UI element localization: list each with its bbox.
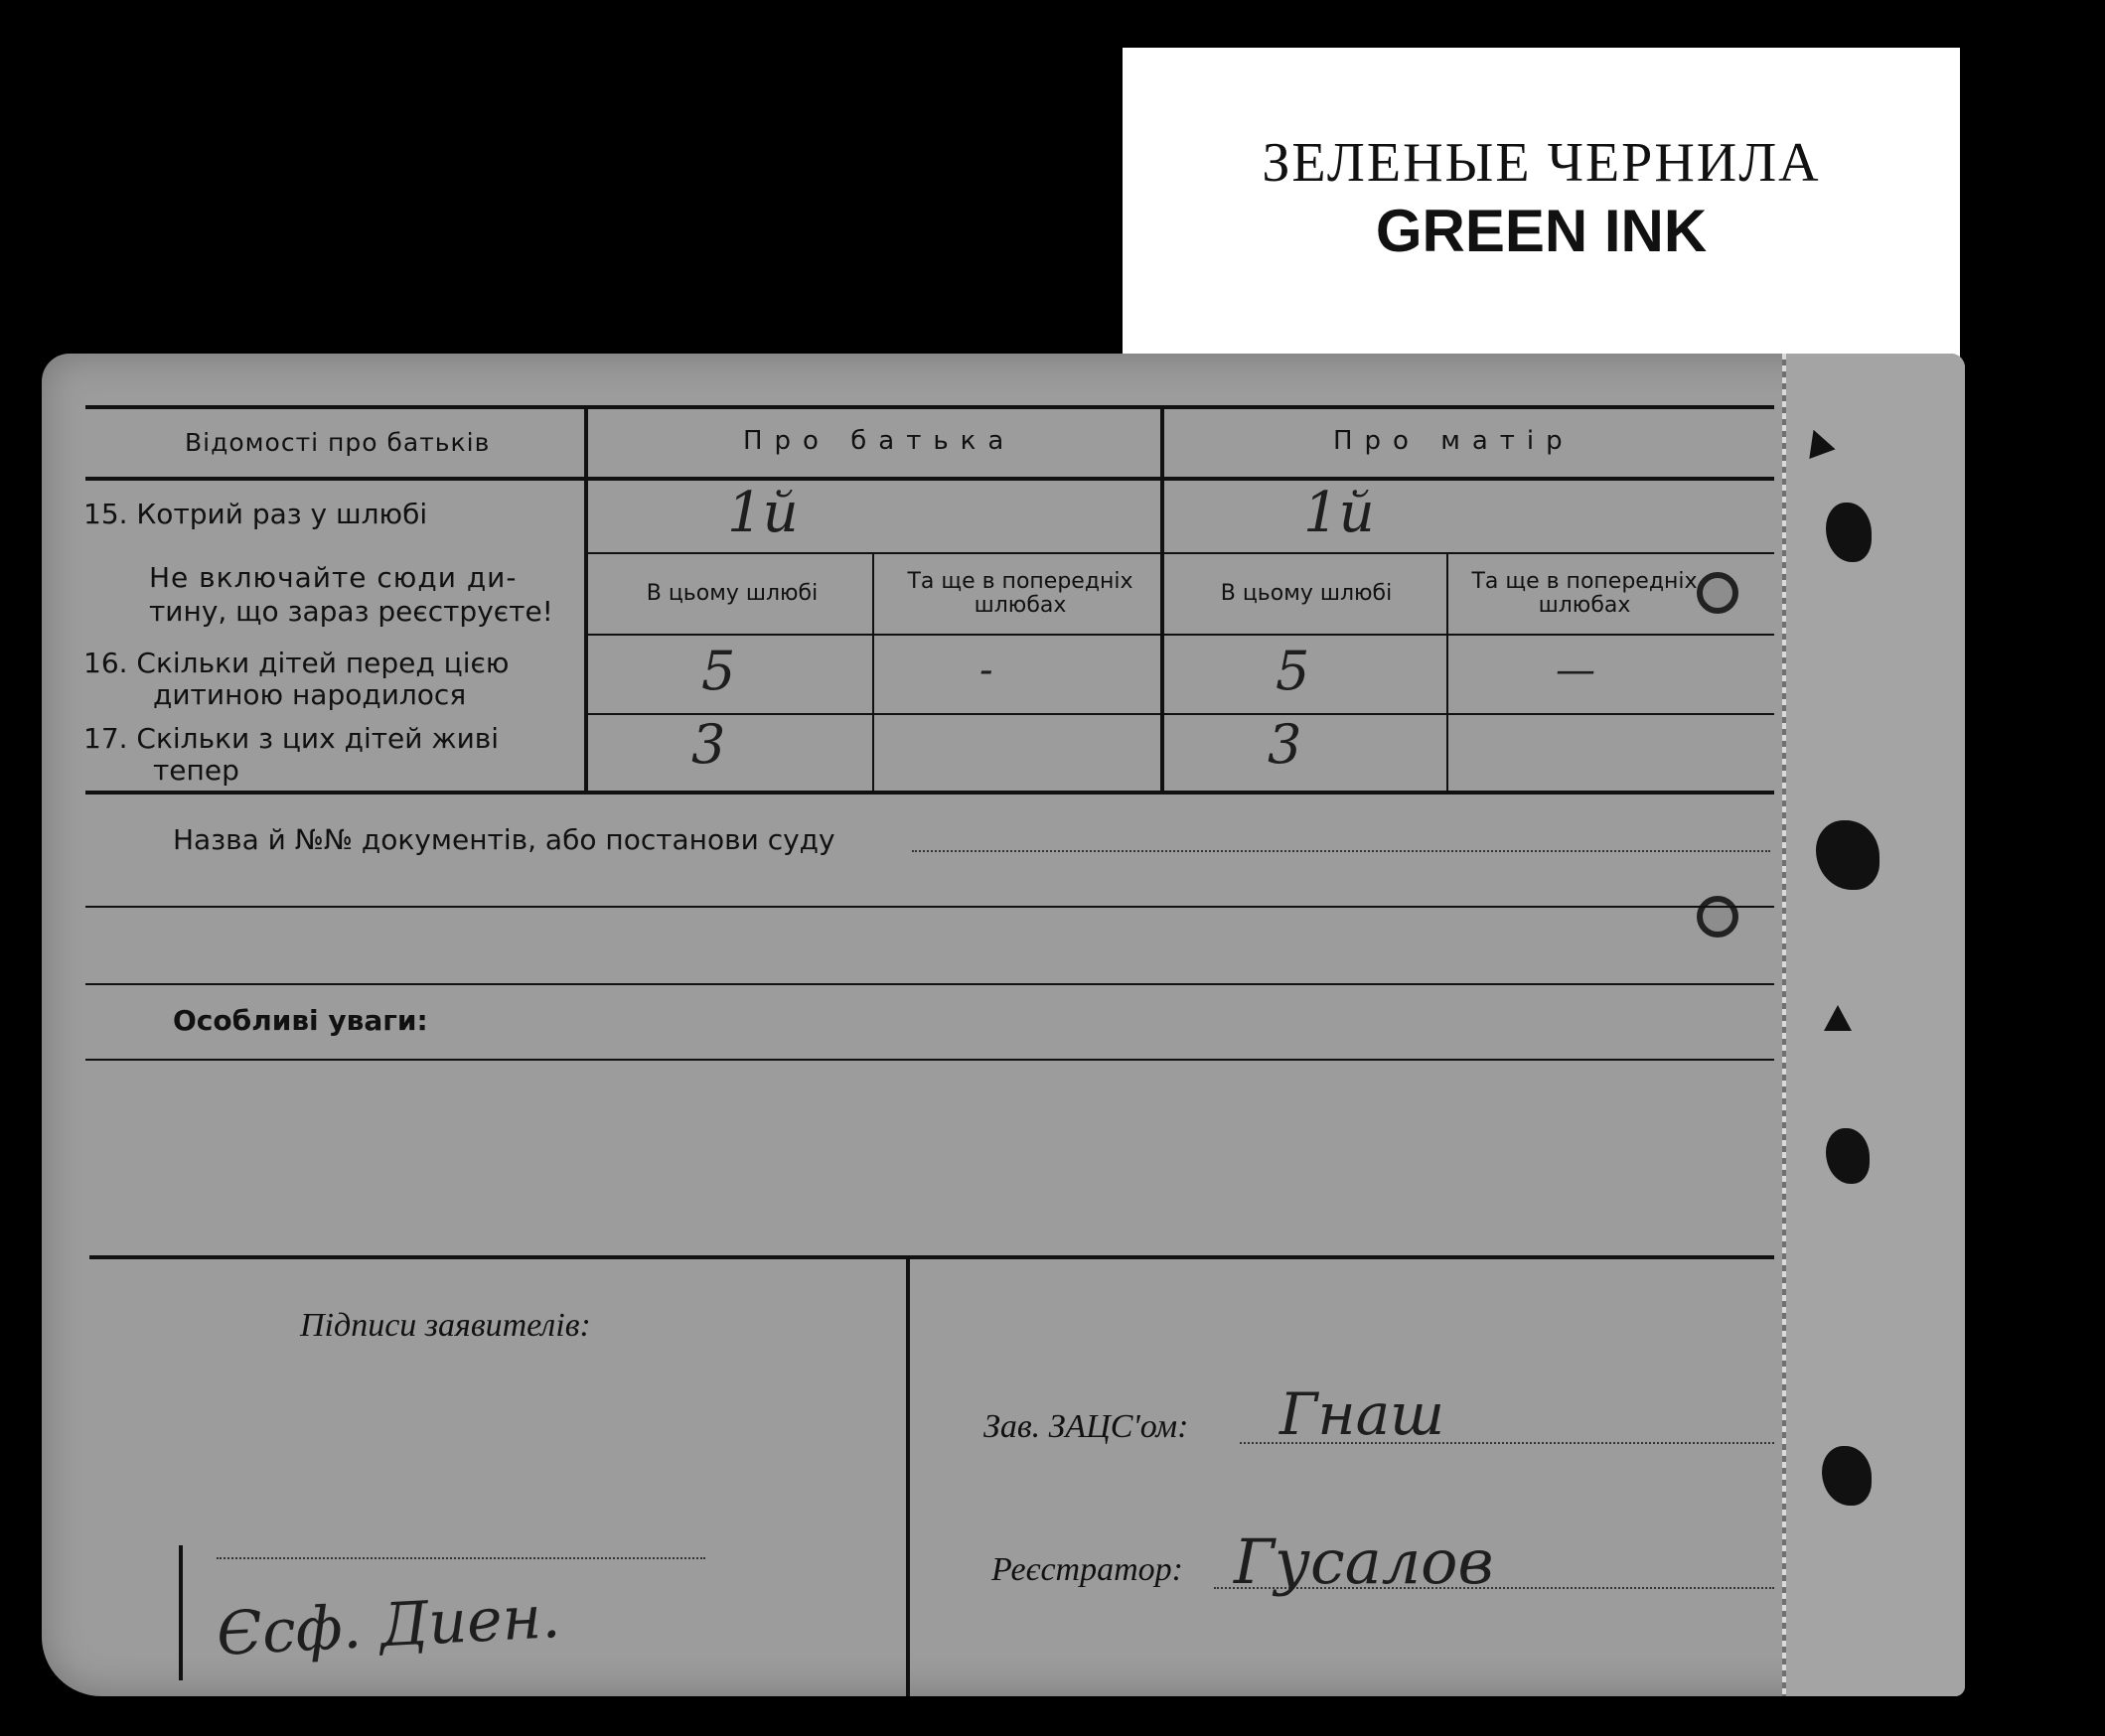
applicant-signature: Єсф. Диен. <box>215 1581 562 1670</box>
row-17-father-current: 3 <box>691 713 726 776</box>
remarks-rule <box>85 1059 1774 1061</box>
table-column-divider <box>1446 552 1448 791</box>
punch-hole-icon <box>1822 1446 1872 1506</box>
row-15-father-value: 1й <box>727 481 799 545</box>
row-17-label-line-2: тепер <box>153 754 239 787</box>
row-17-mother-current: 3 <box>1268 713 1302 776</box>
table-column-divider <box>872 552 874 791</box>
signatures-top-rule <box>89 1255 1774 1259</box>
punch-hole-icon <box>1800 425 1835 459</box>
note-line-1: Не включайте сюди ди- <box>149 561 518 594</box>
row-16-label-line-2: дитиною народилося <box>153 678 467 711</box>
note-line-2: тину, що зараз реєструєте! <box>149 595 553 628</box>
punch-hole-icon <box>1824 1005 1852 1031</box>
row-15-label: 15. Котрий раз у шлюбі <box>83 498 428 530</box>
table-bottom-rule <box>85 791 1774 795</box>
row-16-father-previous: - <box>979 648 993 693</box>
registrar-signature: Гусалов <box>1234 1525 1494 1598</box>
registry-head-label: Зав. ЗАЦС'ом: <box>983 1408 1189 1445</box>
row-15-mother-value: 1й <box>1303 481 1375 545</box>
form-sheet <box>42 354 1965 1696</box>
ink-label-russian: ЗЕЛЕНЫЕ ЧЕРНИЛА <box>1262 132 1821 194</box>
row-16-mother-current: 5 <box>1276 640 1310 702</box>
punch-hole-icon <box>1826 1128 1870 1184</box>
rivet-icon <box>1697 896 1738 938</box>
father-previous-marriages-header: Та ще в попередніх шлюбах <box>907 569 1133 618</box>
binding-strip <box>1786 354 1965 1696</box>
table-rule-16 <box>588 713 1774 715</box>
registry-head-signature: Гнаш <box>1279 1380 1445 1448</box>
father-current-marriage-header: В цьому шлюбі <box>646 581 819 606</box>
punch-hole-icon <box>1816 820 1879 890</box>
row-16-mother-previous: — <box>1556 648 1595 693</box>
table-column-divider <box>584 405 588 795</box>
remarks-label: Особливі уваги: <box>173 1004 428 1037</box>
ink-label-card <box>1123 48 1960 365</box>
signature-bracket <box>179 1545 183 1680</box>
table-header-rule <box>85 477 1774 481</box>
ink-label-english: GREEN INK <box>1375 198 1708 264</box>
documents-rule-1 <box>85 906 1774 908</box>
table-rule-note <box>588 634 1774 636</box>
documents-label: Назва й №№ документів, або постанови суду <box>173 823 835 856</box>
row-16-label-line-1: 16. Скільки дітей перед цією <box>83 647 510 679</box>
applicants-signatures-label: Підписи заявителів: <box>300 1307 591 1344</box>
signatures-divider <box>906 1257 910 1696</box>
mother-previous-marriages-header: Та ще в попередніх шлюбах <box>1471 569 1698 618</box>
table-rule-15 <box>588 552 1774 554</box>
header-mother: Про матір <box>1333 426 1575 456</box>
row-17-label-line-1: 17. Скільки з цих дітей живі <box>83 722 500 755</box>
table-column-divider <box>1160 405 1164 795</box>
table-top-rule <box>85 405 1774 409</box>
registrar-label: Реєстратор: <box>991 1551 1183 1588</box>
punch-hole-icon <box>1826 503 1872 562</box>
documents-rule-2 <box>85 983 1774 985</box>
applicant-signature-line <box>217 1557 705 1559</box>
header-parents: Відомості про батьків <box>185 428 491 457</box>
row-16-father-current: 5 <box>701 640 736 702</box>
documents-dotted-line <box>912 850 1770 852</box>
header-father: Про батька <box>743 426 1016 456</box>
mother-current-marriage-header: В цьому шлюбі <box>1220 581 1393 606</box>
